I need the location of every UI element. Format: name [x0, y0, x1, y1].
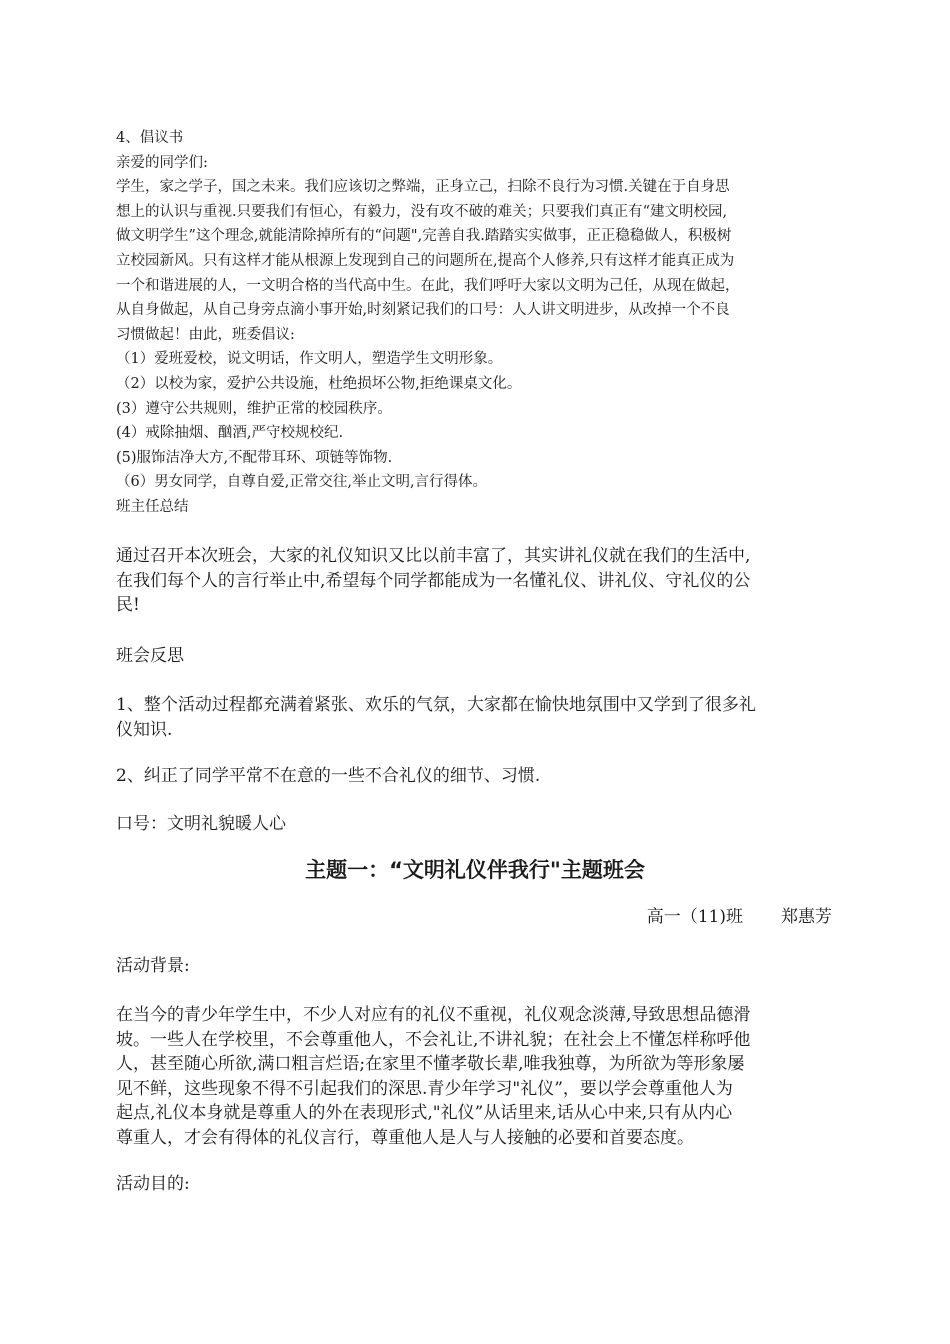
theme-title: 主题一：“文明礼仪伴我行"主题班会 — [305, 858, 645, 882]
reflection-line: 仪知识. — [116, 719, 173, 740]
slogan: 口号：文明礼貌暖人心 — [116, 814, 286, 834]
background-line: 尊重人，才会有得体的礼仪言行，尊重他人是人与人接触的必要和首要态度。 — [116, 1127, 694, 1148]
reflection-item-2: 2、纠正了同学平常不在意的一些不合礼仪的细节、习惯. — [116, 766, 541, 786]
teacher-name: 郑惠芳 — [781, 907, 832, 927]
proposal-item: (3）遵守公共规则，维护正常的校园秩序。 — [116, 400, 392, 417]
summary-line: 通过召开本次班会，大家的礼仪知识又比以前丰富了，其实讲礼仪就在我们的生活中, — [116, 546, 751, 566]
teacher-summary-heading: 班主任总结 — [116, 498, 189, 515]
proposal-body-line: 学生，家之学子，国之未来。我们应该切之弊端，正身立己，扫除不良行为习惯.关键在于自身思 — [116, 179, 730, 196]
summary-line: 民! — [116, 595, 140, 615]
proposal-salutation: 亲爱的同学们: — [116, 154, 208, 171]
purpose-heading: 活动目的: — [116, 1174, 190, 1194]
proposal-heading: 4、倡议书 — [116, 130, 184, 146]
background-line: 起点,礼仪本身就是尊重人的外在表现形式,"礼仪”从话里来,话从心中来,只有从内心 — [116, 1103, 733, 1123]
proposal-body-line: 立校园新风。只有这样才能从根源上发现到自己的问题所在,提高个人修养,只有这样才能真正成为 — [116, 252, 735, 269]
reflection-heading: 班会反思 — [116, 646, 184, 666]
background-line: 在当今的青少年学生中，不少人对应有的礼仪不重视，礼仪观念淡薄,导致思想品德滑 — [116, 1005, 751, 1025]
background-line: 见不鲜，这些现象不得不引起我们的深思.青少年学习"礼仪”，要以学会尊重他人为 — [116, 1078, 733, 1099]
proposal-body-line: 做文明学生”这个理念,就能清除掉所有的“问题",完善自我.踏踏实实做事，正正稳稳做人，积极树 — [116, 228, 732, 245]
proposal-item: (5)服饰洁净大方,不配带耳环、项链等饰物. — [116, 449, 393, 466]
proposal-item: （2）以校为家，爱护公共设施，杜绝损坏公物,拒绝课桌文化。 — [116, 375, 522, 392]
proposal-body-line: 习惯做起！由此，班委倡议: — [116, 326, 295, 343]
author-line — [647, 905, 832, 930]
summary-line: 在我们每个人的言行举止中,希望每个同学都能成为一名懂礼仪、讲礼仪、守礼仪的公 — [116, 570, 751, 591]
background-heading: 活动背景: — [116, 956, 190, 976]
background-line: 坡。一些人在学校里，不会尊重他人，不会礼让,不讲礼貌；在社会上不懂怎样称呼他 — [116, 1029, 751, 1050]
class-name: 高一（11)班 — [646, 907, 743, 927]
proposal-item: (4）戒除抽烟、酗酒,严守校规校纪. — [116, 425, 344, 442]
reflection-line: 1、整个活动过程都充满着紧张、欢乐的气氛，大家都在愉快地氛围中又学到了很多礼 — [116, 695, 756, 715]
proposal-body-line: 一个和谐进展的人，一文明合格的当代高中生。在此，我们呼吁大家以文明为己任，从现在做起， — [116, 277, 740, 294]
reflection-item-1 — [116, 693, 836, 742]
proposal-item: （1）爱班爱校，说文明话，作文明人，塑造学生文明形象。 — [116, 351, 503, 368]
proposal-body-line: 想上的认识与重视.只要我们有恒心，有毅力，没有攻不破的难关；只要我们真正有“建文明校园, — [116, 203, 728, 220]
summary-paragraph — [116, 544, 836, 618]
background-paragraph — [116, 1003, 836, 1150]
proposal-body-line: 从自身做起，从自己身旁点滴小事开始,时刻紧记我们的口号：人人讲文明进步，从改掉一个不良 — [116, 302, 730, 319]
proposal-section — [116, 126, 740, 520]
background-line: 人，甚至随心所欲,满口粗言烂语;在家里不懂孝敬长辈,唯我独尊，为所欲为等形象屡 — [116, 1054, 745, 1074]
proposal-item: （6）男女同学，自尊自爱,正常交往,举止文明,言行得体。 — [116, 474, 488, 491]
